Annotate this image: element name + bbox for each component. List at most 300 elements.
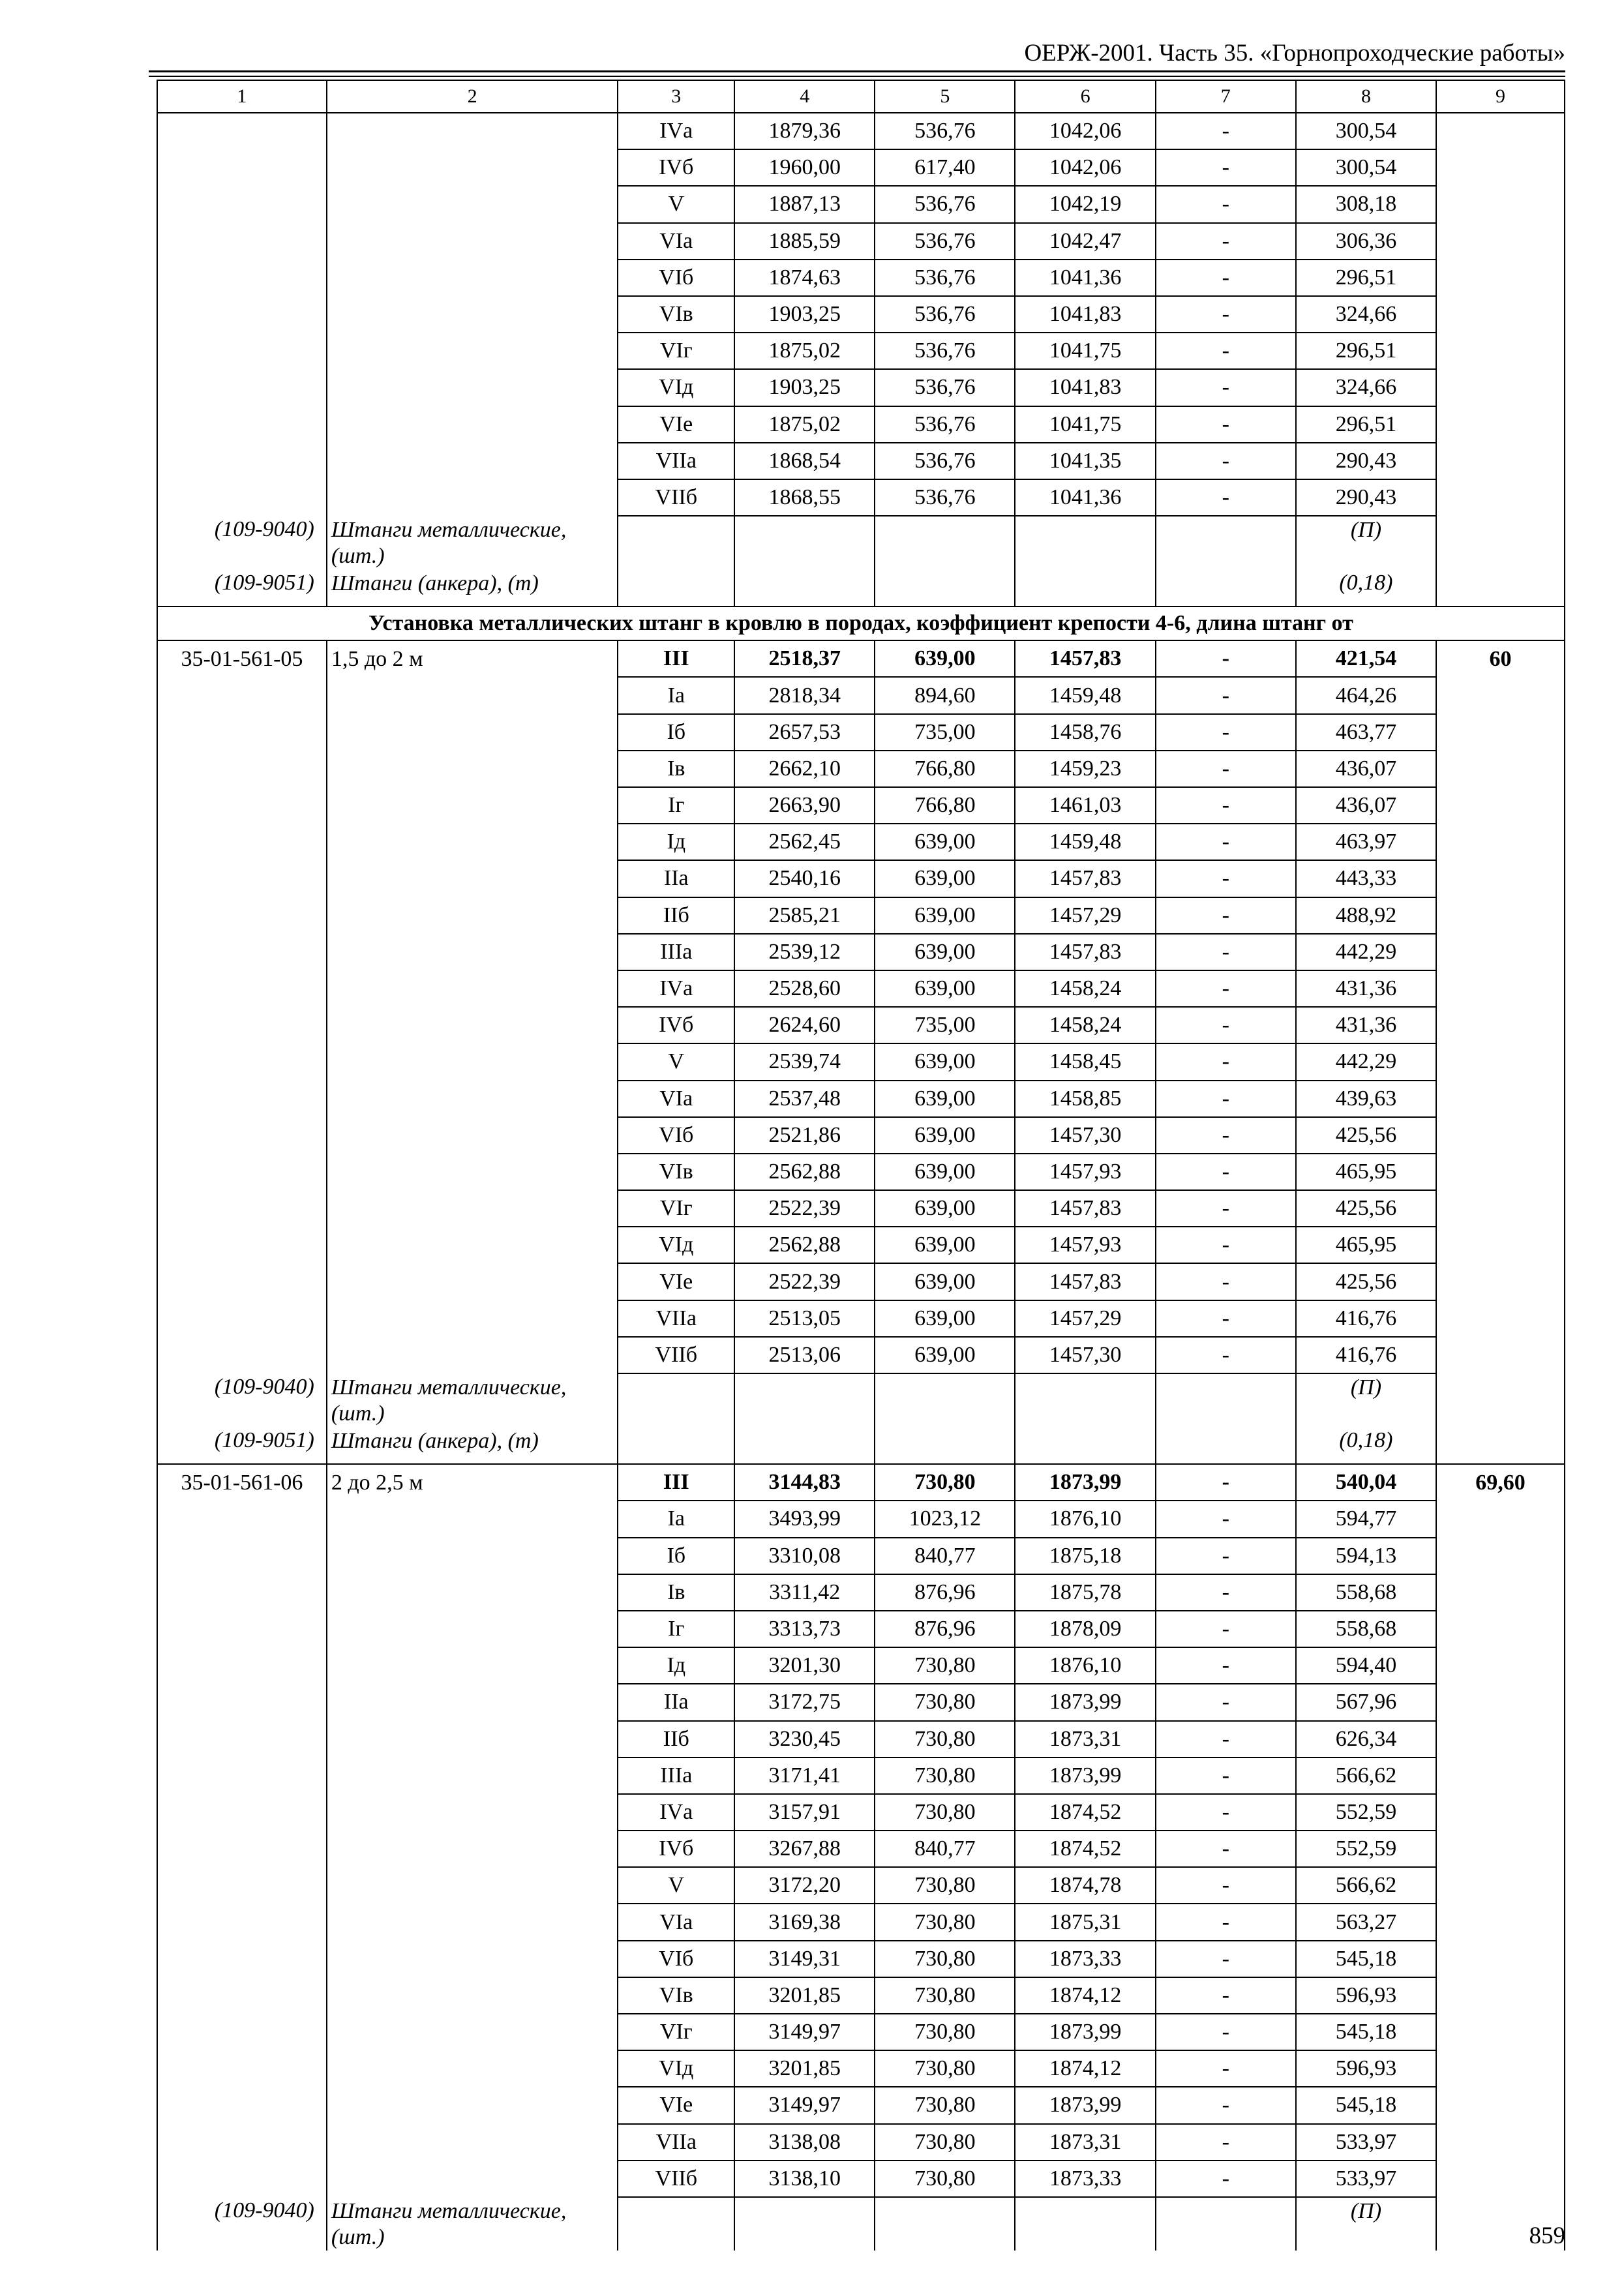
direct-cost-cell: 3230,45 xyxy=(734,1721,875,1758)
rate-code-cell xyxy=(157,787,327,824)
driver-wages-cell: - xyxy=(1156,1501,1296,1537)
labor-cell xyxy=(1436,333,1565,369)
zone-cell: Iд xyxy=(618,1647,734,1684)
description-cell xyxy=(327,479,618,516)
rate-code-cell xyxy=(157,1337,327,1373)
table-row xyxy=(157,149,1565,186)
wages-cell: 730,80 xyxy=(875,1904,1015,1940)
zone-cell: Iд xyxy=(618,824,734,860)
description-cell xyxy=(327,1941,618,1977)
description-cell xyxy=(327,1794,618,1831)
zone-cell: IIIа xyxy=(618,934,734,970)
rate-code-cell xyxy=(157,2124,327,2161)
machine-cost-cell: 1457,30 xyxy=(1015,1337,1155,1373)
rate-code-cell xyxy=(157,1574,327,1611)
description-cell: Штанги металлические, (шт.) xyxy=(327,1373,618,1427)
rate-code-cell xyxy=(157,1941,327,1977)
description-cell: Штанги (анкера), (т) xyxy=(327,1427,618,1464)
wages-cell: 639,00 xyxy=(875,1337,1015,1373)
driver-wages-cell: - xyxy=(1156,186,1296,222)
column-number: 3 xyxy=(618,80,734,113)
driver-wages-cell: - xyxy=(1156,897,1296,934)
description-cell xyxy=(327,443,618,479)
materials-cell: 552,59 xyxy=(1296,1794,1436,1831)
page-header-title: ОЕРЖ-2001. Часть 35. «Горнопроходческие работы» xyxy=(1024,40,1565,67)
driver-wages-cell xyxy=(1156,1373,1296,1427)
rate-code-cell xyxy=(157,406,327,443)
resource-row xyxy=(157,1373,1565,1427)
description-cell xyxy=(327,751,618,787)
zone-cell: IVа xyxy=(618,113,734,149)
zone-cell: IVб xyxy=(618,149,734,186)
labor-cell xyxy=(1436,2050,1565,2087)
machine-cost-cell: 1873,99 xyxy=(1015,2014,1155,2050)
driver-wages-cell: - xyxy=(1156,1758,1296,1794)
table-row xyxy=(157,296,1565,333)
zone-cell: VIб xyxy=(618,1117,734,1154)
direct-cost-cell: 3201,85 xyxy=(734,1977,875,2014)
table-row xyxy=(157,113,1565,149)
zone-cell: IIб xyxy=(618,897,734,934)
rate-code-cell xyxy=(157,1538,327,1574)
driver-wages-cell: - xyxy=(1156,1794,1296,1831)
wages-cell: 617,40 xyxy=(875,149,1015,186)
labor-cell xyxy=(1436,369,1565,406)
wages-cell xyxy=(875,2197,1015,2251)
labor-cell xyxy=(1436,1154,1565,1190)
machine-cost-cell xyxy=(1015,1373,1155,1427)
description-cell xyxy=(327,824,618,860)
direct-cost-cell: 2518,37 xyxy=(734,640,875,677)
labor-cell xyxy=(1436,824,1565,860)
driver-wages-cell: - xyxy=(1156,1337,1296,1373)
description-cell xyxy=(327,1300,618,1337)
direct-cost-cell: 3172,20 xyxy=(734,1867,875,1904)
direct-cost-cell: 2657,53 xyxy=(734,714,875,751)
direct-cost-cell: 2521,86 xyxy=(734,1117,875,1154)
table-row xyxy=(157,1043,1565,1080)
machine-cost-cell: 1457,83 xyxy=(1015,640,1155,677)
materials-cell: 290,43 xyxy=(1296,443,1436,479)
description-cell xyxy=(327,970,618,1007)
materials-cell: 425,56 xyxy=(1296,1117,1436,1154)
direct-cost-cell: 1868,54 xyxy=(734,443,875,479)
wages-cell: 536,76 xyxy=(875,260,1015,296)
zone-cell: Iа xyxy=(618,677,734,713)
table-row xyxy=(157,1721,1565,1758)
direct-cost-cell: 2585,21 xyxy=(734,897,875,934)
rate-code-cell xyxy=(157,824,327,860)
machine-cost-cell: 1873,31 xyxy=(1015,1721,1155,1758)
machine-cost-cell: 1459,48 xyxy=(1015,824,1155,860)
description-cell xyxy=(327,2124,618,2161)
description-cell: 2 до 2,5 м xyxy=(327,1464,618,1501)
machine-cost-cell: 1041,75 xyxy=(1015,333,1155,369)
machine-cost-cell xyxy=(1015,1427,1155,1464)
machine-cost-cell: 1874,52 xyxy=(1015,1831,1155,1867)
labor-cell xyxy=(1436,1904,1565,1940)
rate-code-cell: (109-9051) xyxy=(157,569,327,606)
rate-code-cell xyxy=(157,934,327,970)
materials-cell: 540,04 xyxy=(1296,1464,1436,1501)
zone-cell: IVа xyxy=(618,970,734,1007)
resource-row xyxy=(157,1427,1565,1464)
zone-cell xyxy=(618,1373,734,1427)
materials-cell: 436,07 xyxy=(1296,751,1436,787)
zone-cell xyxy=(618,1427,734,1464)
description-cell xyxy=(327,1117,618,1154)
wages-cell: 639,00 xyxy=(875,1117,1015,1154)
direct-cost-cell: 3201,30 xyxy=(734,1647,875,1684)
direct-cost-cell: 3172,75 xyxy=(734,1684,875,1720)
wages-cell: 536,76 xyxy=(875,296,1015,333)
table-row xyxy=(157,223,1565,260)
rate-code-cell xyxy=(157,1117,327,1154)
direct-cost-cell: 2662,10 xyxy=(734,751,875,787)
direct-cost-cell xyxy=(734,1427,875,1464)
wages-cell: 536,76 xyxy=(875,186,1015,222)
rate-code-cell xyxy=(157,1501,327,1537)
description-cell xyxy=(327,2161,618,2197)
zone-cell xyxy=(618,2197,734,2251)
driver-wages-cell: - xyxy=(1156,296,1296,333)
wages-cell: 639,00 xyxy=(875,1263,1015,1300)
rate-code-cell xyxy=(157,714,327,751)
description-cell: Штанги (анкера), (т) xyxy=(327,569,618,606)
labor-cell xyxy=(1436,296,1565,333)
zone-cell xyxy=(618,516,734,569)
labor-cell xyxy=(1436,149,1565,186)
description-cell: 1,5 до 2 м xyxy=(327,640,618,677)
labor-cell xyxy=(1436,1574,1565,1611)
rate-code-cell xyxy=(157,1611,327,1647)
machine-cost-cell: 1457,29 xyxy=(1015,1300,1155,1337)
direct-cost-cell: 3149,97 xyxy=(734,2087,875,2123)
materials-cell: 566,62 xyxy=(1296,1758,1436,1794)
direct-cost-cell: 3201,85 xyxy=(734,2050,875,2087)
materials-cell: 465,95 xyxy=(1296,1227,1436,1263)
machine-cost-cell: 1461,03 xyxy=(1015,787,1155,824)
wages-cell: 536,76 xyxy=(875,223,1015,260)
driver-wages-cell: - xyxy=(1156,1684,1296,1720)
labor-cell xyxy=(1436,1263,1565,1300)
driver-wages-cell: - xyxy=(1156,640,1296,677)
rate-code-cell: 35-01-561-05 xyxy=(157,640,327,677)
rate-code-cell: 35-01-561-06 xyxy=(157,1464,327,1501)
column-number: 8 xyxy=(1296,80,1436,113)
driver-wages-cell: - xyxy=(1156,2161,1296,2197)
direct-cost-cell xyxy=(734,1373,875,1427)
driver-wages-cell: - xyxy=(1156,1904,1296,1940)
direct-cost-cell: 2513,05 xyxy=(734,1300,875,1337)
direct-cost-cell: 1887,13 xyxy=(734,186,875,222)
rate-code-cell xyxy=(157,1684,327,1720)
wages-cell: 536,76 xyxy=(875,443,1015,479)
machine-cost-cell: 1874,52 xyxy=(1015,1794,1155,1831)
driver-wages-cell: - xyxy=(1156,1867,1296,1904)
machine-cost-cell: 1041,83 xyxy=(1015,369,1155,406)
zone-cell: Iв xyxy=(618,1574,734,1611)
rate-code-cell xyxy=(157,333,327,369)
direct-cost-cell: 3493,99 xyxy=(734,1501,875,1537)
rate-code-cell xyxy=(157,1043,327,1080)
wages-cell: 730,80 xyxy=(875,2014,1015,2050)
rate-code-cell: (109-9051) xyxy=(157,1427,327,1464)
description-cell xyxy=(327,1904,618,1940)
driver-wages-cell: - xyxy=(1156,1611,1296,1647)
wages-cell: 730,80 xyxy=(875,1867,1015,1904)
labor-cell xyxy=(1436,1941,1565,1977)
driver-wages-cell xyxy=(1156,569,1296,606)
labor-cell xyxy=(1436,1337,1565,1373)
table-row xyxy=(157,677,1565,713)
direct-cost-cell: 3149,31 xyxy=(734,1941,875,1977)
machine-cost-cell: 1875,31 xyxy=(1015,1904,1155,1940)
direct-cost-cell: 3138,08 xyxy=(734,2124,875,2161)
wages-cell: 536,76 xyxy=(875,406,1015,443)
zone-cell: Iб xyxy=(618,1538,734,1574)
labor-cell xyxy=(1436,1794,1565,1831)
driver-wages-cell: - xyxy=(1156,1117,1296,1154)
rate-code-cell xyxy=(157,2014,327,2050)
wages-cell: 766,80 xyxy=(875,787,1015,824)
header-rule xyxy=(149,70,1565,72)
rate-code-cell xyxy=(157,751,327,787)
wages-cell: 639,00 xyxy=(875,860,1015,897)
labor-cell xyxy=(1436,1373,1565,1427)
materials-cell: 416,76 xyxy=(1296,1337,1436,1373)
table-row xyxy=(157,1300,1565,1337)
machine-cost-cell: 1042,06 xyxy=(1015,113,1155,149)
direct-cost-cell: 3138,10 xyxy=(734,2161,875,2197)
materials-cell: 594,40 xyxy=(1296,1647,1436,1684)
direct-cost-cell: 1868,55 xyxy=(734,479,875,516)
rate-code-cell xyxy=(157,369,327,406)
table-row xyxy=(157,1538,1565,1574)
machine-cost-cell: 1041,36 xyxy=(1015,479,1155,516)
rate-code-cell xyxy=(157,677,327,713)
machine-cost-cell: 1874,12 xyxy=(1015,2050,1155,2087)
direct-cost-cell: 2663,90 xyxy=(734,787,875,824)
table-row xyxy=(157,260,1565,296)
materials-cell: 545,18 xyxy=(1296,2014,1436,2050)
labor-cell xyxy=(1436,1684,1565,1720)
machine-cost-cell: 1873,99 xyxy=(1015,1758,1155,1794)
direct-cost-cell: 2562,88 xyxy=(734,1227,875,1263)
materials-cell: 596,93 xyxy=(1296,1977,1436,2014)
wages-cell: 840,77 xyxy=(875,1831,1015,1867)
table-row xyxy=(157,1190,1565,1227)
materials-cell: 488,92 xyxy=(1296,897,1436,934)
direct-cost-cell: 2562,88 xyxy=(734,1154,875,1190)
rate-code-cell xyxy=(157,1227,327,1263)
materials-cell: 324,66 xyxy=(1296,296,1436,333)
labor-cell xyxy=(1436,1190,1565,1227)
zone-cell: IIб xyxy=(618,1721,734,1758)
rate-code-cell xyxy=(157,260,327,296)
direct-cost-cell: 2528,60 xyxy=(734,970,875,1007)
labor-cell xyxy=(1436,1501,1565,1537)
description-cell xyxy=(327,1867,618,1904)
estimate-table xyxy=(157,80,1565,2251)
table-row xyxy=(157,479,1565,516)
direct-cost-cell: 3313,73 xyxy=(734,1611,875,1647)
zone-cell: Iг xyxy=(618,787,734,824)
table-row xyxy=(157,1501,1565,1537)
direct-cost-cell: 1960,00 xyxy=(734,149,875,186)
rate-code-cell xyxy=(157,1647,327,1684)
zone-cell: Iг xyxy=(618,1611,734,1647)
table-row xyxy=(157,369,1565,406)
wages-cell: 536,76 xyxy=(875,369,1015,406)
machine-cost-cell: 1874,12 xyxy=(1015,1977,1155,2014)
machine-cost-cell: 1457,83 xyxy=(1015,860,1155,897)
table-row xyxy=(157,1647,1565,1684)
direct-cost-cell: 1875,02 xyxy=(734,406,875,443)
description-cell xyxy=(327,934,618,970)
machine-cost-cell: 1457,93 xyxy=(1015,1154,1155,1190)
resource-row xyxy=(157,2197,1565,2251)
labor-cell xyxy=(1436,1007,1565,1043)
direct-cost-cell: 1874,63 xyxy=(734,260,875,296)
driver-wages-cell: - xyxy=(1156,369,1296,406)
driver-wages-cell: - xyxy=(1156,1538,1296,1574)
materials-cell: 463,97 xyxy=(1296,824,1436,860)
driver-wages-cell xyxy=(1156,516,1296,569)
driver-wages-cell: - xyxy=(1156,677,1296,713)
rate-code-cell xyxy=(157,2161,327,2197)
machine-cost-cell: 1459,48 xyxy=(1015,677,1155,713)
direct-cost-cell: 1875,02 xyxy=(734,333,875,369)
zone-cell: Iа xyxy=(618,1501,734,1537)
wages-cell: 730,80 xyxy=(875,1794,1015,1831)
rate-code-cell xyxy=(157,1300,327,1337)
machine-cost-cell: 1458,24 xyxy=(1015,1007,1155,1043)
table-row xyxy=(157,824,1565,860)
materials-cell: 421,54 xyxy=(1296,640,1436,677)
zone-cell: VIа xyxy=(618,1081,734,1117)
labor-cell xyxy=(1436,677,1565,713)
rate-code-cell xyxy=(157,223,327,260)
direct-cost-cell: 3171,41 xyxy=(734,1758,875,1794)
zone-cell: VIе xyxy=(618,2087,734,2123)
direct-cost-cell: 2539,12 xyxy=(734,934,875,970)
direct-cost-cell: 1885,59 xyxy=(734,223,875,260)
zone-cell: IIа xyxy=(618,1684,734,1720)
machine-cost-cell xyxy=(1015,569,1155,606)
wages-cell: 639,00 xyxy=(875,1300,1015,1337)
description-cell xyxy=(327,296,618,333)
machine-cost-cell: 1042,19 xyxy=(1015,186,1155,222)
wages-cell: 730,80 xyxy=(875,1941,1015,1977)
direct-cost-cell: 2522,39 xyxy=(734,1263,875,1300)
table-row xyxy=(157,2087,1565,2123)
machine-cost-cell: 1458,76 xyxy=(1015,714,1155,751)
rate-code-cell: (109-9040) xyxy=(157,516,327,569)
description-cell xyxy=(327,1227,618,1263)
wages-cell: 876,96 xyxy=(875,1574,1015,1611)
wages-cell: 730,80 xyxy=(875,1977,1015,2014)
materials-cell: 300,54 xyxy=(1296,113,1436,149)
description-cell xyxy=(327,1007,618,1043)
materials-cell: 533,97 xyxy=(1296,2124,1436,2161)
description-cell xyxy=(327,113,618,149)
rate-code-cell: (109-9040) xyxy=(157,1373,327,1427)
driver-wages-cell: - xyxy=(1156,1227,1296,1263)
labor-cell xyxy=(1436,113,1565,149)
table-row xyxy=(157,787,1565,824)
machine-cost-cell: 1042,06 xyxy=(1015,149,1155,186)
materials-cell: 465,95 xyxy=(1296,1154,1436,1190)
zone-cell: VIг xyxy=(618,2014,734,2050)
labor-cell xyxy=(1436,751,1565,787)
table-row xyxy=(157,860,1565,897)
labor-cell xyxy=(1436,2161,1565,2197)
wages-cell: 536,76 xyxy=(875,479,1015,516)
zone-cell: III xyxy=(618,640,734,677)
table-row xyxy=(157,1154,1565,1190)
wages-cell: 730,80 xyxy=(875,2124,1015,2161)
table-row xyxy=(157,714,1565,751)
labor-cell xyxy=(1436,1867,1565,1904)
rate-code-cell xyxy=(157,1190,327,1227)
direct-cost-cell: 3267,88 xyxy=(734,1831,875,1867)
driver-wages-cell: - xyxy=(1156,1464,1296,1501)
labor-cell xyxy=(1436,1538,1565,1574)
machine-cost-cell: 1457,29 xyxy=(1015,897,1155,934)
table-row xyxy=(157,1794,1565,1831)
driver-wages-cell: - xyxy=(1156,1721,1296,1758)
driver-wages-cell: - xyxy=(1156,2014,1296,2050)
driver-wages-cell: - xyxy=(1156,1043,1296,1080)
table-row xyxy=(157,406,1565,443)
zone-cell: VIб xyxy=(618,260,734,296)
table-row xyxy=(157,1904,1565,1940)
materials-cell: (П) xyxy=(1296,516,1436,569)
zone-cell xyxy=(618,569,734,606)
labor-cell: 69,60 xyxy=(1436,1464,1565,1501)
rate-code-cell xyxy=(157,1081,327,1117)
machine-cost-cell: 1457,30 xyxy=(1015,1117,1155,1154)
direct-cost-cell: 2818,34 xyxy=(734,677,875,713)
materials-cell: 558,68 xyxy=(1296,1574,1436,1611)
table-row xyxy=(157,1684,1565,1720)
zone-cell: VIIб xyxy=(618,2161,734,2197)
direct-cost-cell: 2624,60 xyxy=(734,1007,875,1043)
description-cell xyxy=(327,2050,618,2087)
description-cell xyxy=(327,1684,618,1720)
zone-cell: IVб xyxy=(618,1007,734,1043)
materials-cell: 439,63 xyxy=(1296,1081,1436,1117)
materials-cell: 545,18 xyxy=(1296,2087,1436,2123)
labor-cell xyxy=(1436,1647,1565,1684)
machine-cost-cell: 1878,09 xyxy=(1015,1611,1155,1647)
materials-cell: 464,26 xyxy=(1296,677,1436,713)
table-row xyxy=(157,1758,1565,1794)
table-row xyxy=(157,2014,1565,2050)
labor-cell xyxy=(1436,406,1565,443)
driver-wages-cell: - xyxy=(1156,149,1296,186)
wages-cell: 639,00 xyxy=(875,640,1015,677)
materials-cell: (П) xyxy=(1296,2197,1436,2251)
rate-code-cell xyxy=(157,1721,327,1758)
table-row xyxy=(157,751,1565,787)
zone-cell: VIе xyxy=(618,1263,734,1300)
rate-code-cell xyxy=(157,860,327,897)
zone-cell: VIв xyxy=(618,1977,734,2014)
resource-row xyxy=(157,516,1565,569)
wages-cell: 730,80 xyxy=(875,1464,1015,1501)
